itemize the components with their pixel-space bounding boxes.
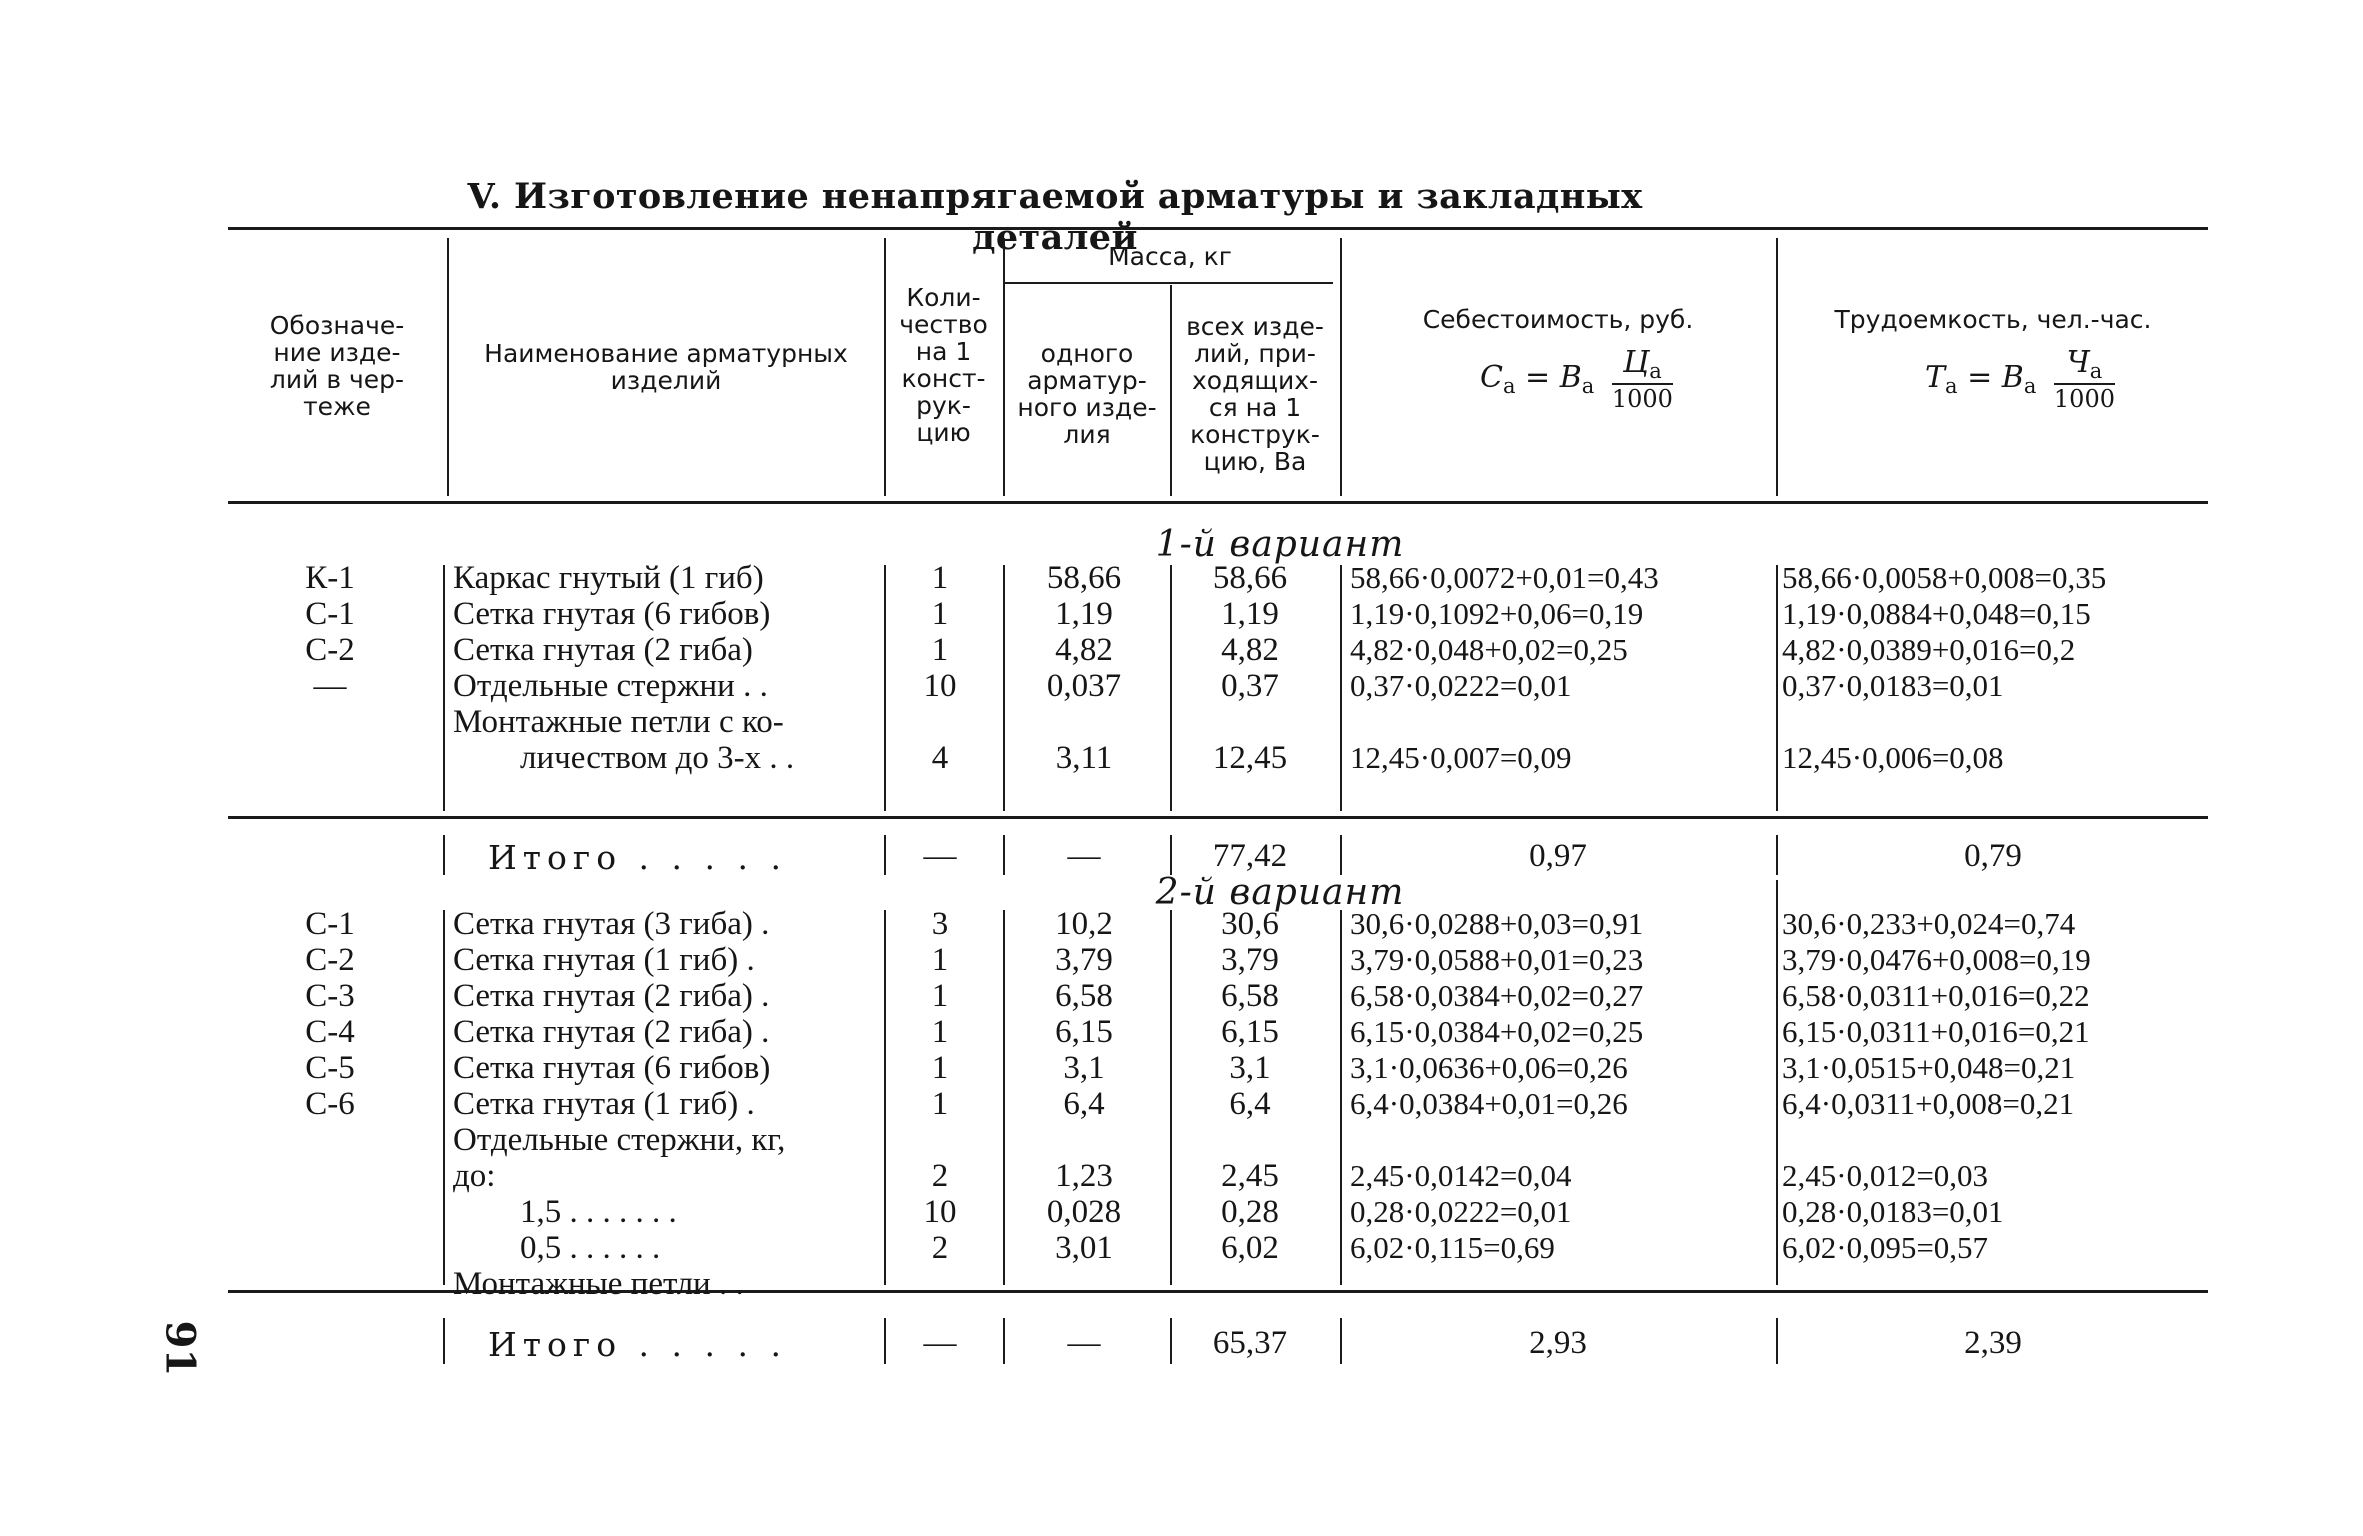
cell-labor: 6,02·0,095=0,57	[1782, 1230, 1989, 1265]
cell-mass-one: 4,82	[1055, 632, 1113, 668]
cell-name: 0,5 . . . . . .	[520, 1230, 661, 1266]
cell-mass-one: 6,4	[1063, 1086, 1105, 1122]
cell-cost: 1,19·0,1092+0,06=0,19	[1350, 596, 1644, 631]
header-divider	[1003, 238, 1005, 496]
cell-mass-all: 6,58	[1221, 978, 1279, 1014]
column-divider	[884, 835, 886, 875]
cell-code: —	[313, 668, 347, 704]
formula-equals: =	[1525, 360, 1560, 395]
cell-name: Сетка гнутая (6 гибов)	[453, 1050, 771, 1086]
cell-name: Монтажные петли с ко-	[453, 704, 784, 740]
cell-name: до:	[453, 1158, 496, 1194]
mass-group-rule	[1005, 282, 1333, 284]
cell-qty: 10	[923, 668, 957, 704]
cell-qty: 3	[931, 906, 949, 942]
formula-num-sub: а	[1649, 359, 1662, 383]
variant1-title: 1-й вариант	[1155, 524, 1405, 565]
formula-num: Ц	[1623, 345, 1650, 380]
cell-mass-all: 2,45	[1221, 1158, 1279, 1194]
cell-mass-one: 3,11	[1055, 740, 1113, 776]
cell-qty: 2	[931, 1230, 949, 1266]
formula-lhs: T	[1925, 360, 1946, 395]
cell-name: Каркас гнутый (1 гиб)	[453, 560, 764, 596]
column-divider	[1340, 565, 1342, 811]
column-divider	[1776, 565, 1778, 811]
variant1-rule	[228, 816, 2208, 819]
cell-labor: 30,6·0,233+0,024=0,74	[1782, 906, 2076, 941]
cell-mass-all: 58,66	[1212, 560, 1288, 596]
header-mass-group: Масса, кг	[1108, 242, 1232, 271]
cell-name: Сетка гнутая (2 гиба) .	[453, 1014, 770, 1050]
variant2-title: 2-й вариант	[1155, 872, 1405, 913]
cell-qty: 10	[923, 1194, 957, 1230]
column-divider	[443, 835, 445, 875]
cell-cost: 3,1·0,0636+0,06=0,26	[1350, 1050, 1628, 1085]
cell-qty: 1	[931, 560, 949, 596]
cell-labor: 3,79·0,0476+0,008=0,19	[1782, 942, 2091, 977]
cell-name: Сетка гнутая (6 гибов)	[453, 596, 771, 632]
cell-code: С-3	[305, 978, 355, 1014]
cell-labor: 6,15·0,0311+0,016=0,21	[1782, 1014, 2090, 1049]
cell-code: С-1	[305, 906, 355, 942]
cell-labor: 6,58·0,0311+0,016=0,22	[1782, 978, 2090, 1013]
cell-mass-all: 6,15	[1221, 1014, 1279, 1050]
cell-mass-one: 0,037	[1046, 668, 1122, 704]
cell-mass-one: 3,01	[1055, 1230, 1113, 1266]
cell-qty: 2	[931, 1158, 949, 1194]
cell-code: К-1	[305, 560, 355, 596]
cell-mass-all: 3,79	[1221, 942, 1279, 978]
variant2-total-mass-all: 65,37	[1212, 1325, 1288, 1361]
cell-labor: 2,45·0,012=0,03	[1782, 1158, 1989, 1193]
header-divider	[447, 238, 449, 496]
column-divider	[443, 1318, 445, 1364]
cell-cost: 6,02·0,115=0,69	[1350, 1230, 1555, 1265]
cell-cost: 0,37·0,0222=0,01	[1350, 668, 1572, 703]
variant2-total-mass-one: —	[1067, 1325, 1101, 1361]
header-labor: Трудоемкость, чел.-час.	[1834, 305, 2152, 334]
variant2-total-labor: 2,39	[1964, 1325, 2022, 1361]
variant1-total-qty: —	[923, 838, 957, 874]
cell-name: Сетка гнутая (1 гиб) .	[453, 942, 755, 978]
cell-mass-one: 3,79	[1055, 942, 1113, 978]
cell-name: личеством до 3-х . .	[520, 740, 795, 776]
header-name: Наименование арматурных изделий	[484, 339, 848, 395]
cell-mass-all: 6,4	[1229, 1086, 1271, 1122]
table-top-rule	[228, 227, 2208, 230]
formula-num: Ч	[2066, 345, 2090, 380]
formula-rhs-sub: а	[1581, 374, 1595, 398]
cell-qty: 1	[931, 942, 949, 978]
column-divider	[1340, 910, 1342, 1285]
cell-name: Сетка гнутая (1 гиб) .	[453, 1086, 755, 1122]
cell-code: С-1	[305, 596, 355, 632]
header-qty: Коли- чество на 1 конст- рук- цию	[899, 283, 988, 447]
cell-cost: 3,79·0,0588+0,01=0,23	[1350, 942, 1644, 977]
cell-cost: 6,4·0,0384+0,01=0,26	[1350, 1086, 1628, 1121]
cell-code: С-6	[305, 1086, 355, 1122]
cell-qty: 1	[931, 1050, 949, 1086]
cost-formula	[1480, 345, 1673, 413]
cell-code: С-5	[305, 1050, 355, 1086]
cell-name: 1,5 . . . . . . .	[520, 1194, 677, 1230]
header-code: Обозначе- ние изде- лий в чер- теже	[269, 311, 405, 421]
formula-lhs: C	[1480, 360, 1503, 395]
cell-code: С-2	[305, 942, 355, 978]
column-divider	[443, 910, 445, 1285]
variant1-total-labor: 0,79	[1964, 838, 2022, 874]
formula-fraction	[1612, 345, 1673, 413]
cell-cost: 12,45·0,007=0,09	[1350, 740, 1572, 775]
cell-qty: 1	[931, 1014, 949, 1050]
formula-fraction	[2054, 345, 2115, 413]
cell-name: Сетка гнутая (3 гиба) .	[453, 906, 770, 942]
cell-qty: 1	[931, 978, 949, 1014]
formula-rhs: B	[1559, 360, 1582, 395]
page-number: 91	[156, 1320, 204, 1377]
header-divider	[1340, 238, 1342, 496]
column-divider	[884, 1318, 886, 1364]
cell-name: Отдельные стержни, кг,	[453, 1122, 786, 1158]
cell-labor: 3,1·0,0515+0,048=0,21	[1782, 1050, 2076, 1085]
cell-name: Сетка гнутая (2 гиба) .	[453, 978, 770, 1014]
variant1-total-label: Итого . . . . .	[488, 838, 787, 877]
formula-den: 1000	[1611, 385, 1673, 413]
cell-labor: 12,45·0,006=0,08	[1782, 740, 2004, 775]
cell-mass-one: 3,1	[1063, 1050, 1105, 1086]
column-divider	[1776, 880, 1778, 1285]
cell-mass-all: 30,6	[1221, 906, 1279, 942]
cell-labor: 6,4·0,0311+0,008=0,21	[1782, 1086, 2075, 1121]
cell-labor: 0,37·0,0183=0,01	[1782, 668, 2004, 703]
cell-cost: 2,45·0,0142=0,04	[1350, 1158, 1572, 1193]
cell-mass-one: 58,66	[1046, 560, 1122, 596]
cell-qty: 1	[931, 596, 949, 632]
variant2-total-cost: 2,93	[1529, 1325, 1587, 1361]
variant1-total-cost: 0,97	[1529, 838, 1587, 874]
cell-name: Отдельные стержни . .	[453, 668, 768, 704]
cell-name: Монтажные петли . .	[453, 1266, 744, 1302]
cell-mass-one: 1,19	[1055, 596, 1113, 632]
cell-labor: 4,82·0,0389+0,016=0,2	[1782, 632, 2076, 667]
cell-labor: 0,28·0,0183=0,01	[1782, 1194, 2004, 1229]
variant1-total-mass-one: —	[1067, 838, 1101, 874]
cell-cost: 30,6·0,0288+0,03=0,91	[1350, 906, 1644, 941]
cell-cost: 6,15·0,0384+0,02=0,25	[1350, 1014, 1644, 1049]
formula-lhs-sub: а	[1945, 374, 1958, 398]
variant1-total-mass-all: 77,42	[1212, 838, 1288, 874]
header-mass-one: одного арматур- ного изде- лия	[1017, 339, 1157, 449]
cell-mass-one: 1,23	[1055, 1158, 1113, 1194]
header-cost: Себестоимость, руб.	[1422, 305, 1694, 334]
cell-mass-all: 12,45	[1212, 740, 1288, 776]
cell-mass-one: 6,15	[1055, 1014, 1113, 1050]
formula-den: 1000	[2053, 385, 2115, 413]
cell-mass-one: 0,028	[1046, 1194, 1122, 1230]
cell-code: С-2	[305, 632, 355, 668]
variant2-total-qty: —	[923, 1325, 957, 1361]
header-divider	[1776, 238, 1778, 496]
cell-mass-all: 0,37	[1221, 668, 1279, 704]
formula-rhs: B	[2001, 360, 2024, 395]
formula-rhs-sub: а	[2023, 374, 2037, 398]
variant2-total-label: Итого . . . . .	[488, 1325, 787, 1364]
cell-labor: 58,66·0,0058+0,008=0,35	[1782, 560, 2107, 595]
header-bottom-rule	[228, 501, 2208, 504]
column-divider	[443, 565, 445, 811]
cell-qty: 4	[931, 740, 949, 776]
cell-cost: 58,66·0,0072+0,01=0,43	[1350, 560, 1659, 595]
cell-cost: 4,82·0,048+0,02=0,25	[1350, 632, 1628, 667]
cell-qty: 1	[931, 632, 949, 668]
cell-mass-all: 6,02	[1221, 1230, 1279, 1266]
cell-code: С-4	[305, 1014, 355, 1050]
cell-mass-all: 3,1	[1229, 1050, 1271, 1086]
cell-mass-all: 4,82	[1221, 632, 1279, 668]
header-mass-all: всех изде- лий, при- ходящих- ся на 1 конструк- цию, Bа	[1186, 312, 1324, 476]
formula-lhs-sub: а	[1502, 374, 1516, 398]
cell-mass-all: 0,28	[1221, 1194, 1279, 1230]
labor-formula	[1925, 345, 2115, 413]
cell-qty: 1	[931, 1086, 949, 1122]
cell-mass-one: 10,2	[1055, 906, 1113, 942]
cell-cost: 0,28·0,0222=0,01	[1350, 1194, 1572, 1229]
cell-name: Сетка гнутая (2 гиба)	[453, 632, 753, 668]
page-title: V. Изготовление ненапрягаемой арматуры и закладных деталей	[467, 176, 1643, 258]
formula-equals: =	[1967, 360, 2002, 395]
cell-mass-one: 6,58	[1055, 978, 1113, 1014]
cell-cost: 6,58·0,0384+0,02=0,27	[1350, 978, 1644, 1013]
cell-mass-all: 1,19	[1221, 596, 1279, 632]
cell-labor: 1,19·0,0884+0,048=0,15	[1782, 596, 2091, 631]
formula-num-sub: а	[2089, 359, 2103, 383]
